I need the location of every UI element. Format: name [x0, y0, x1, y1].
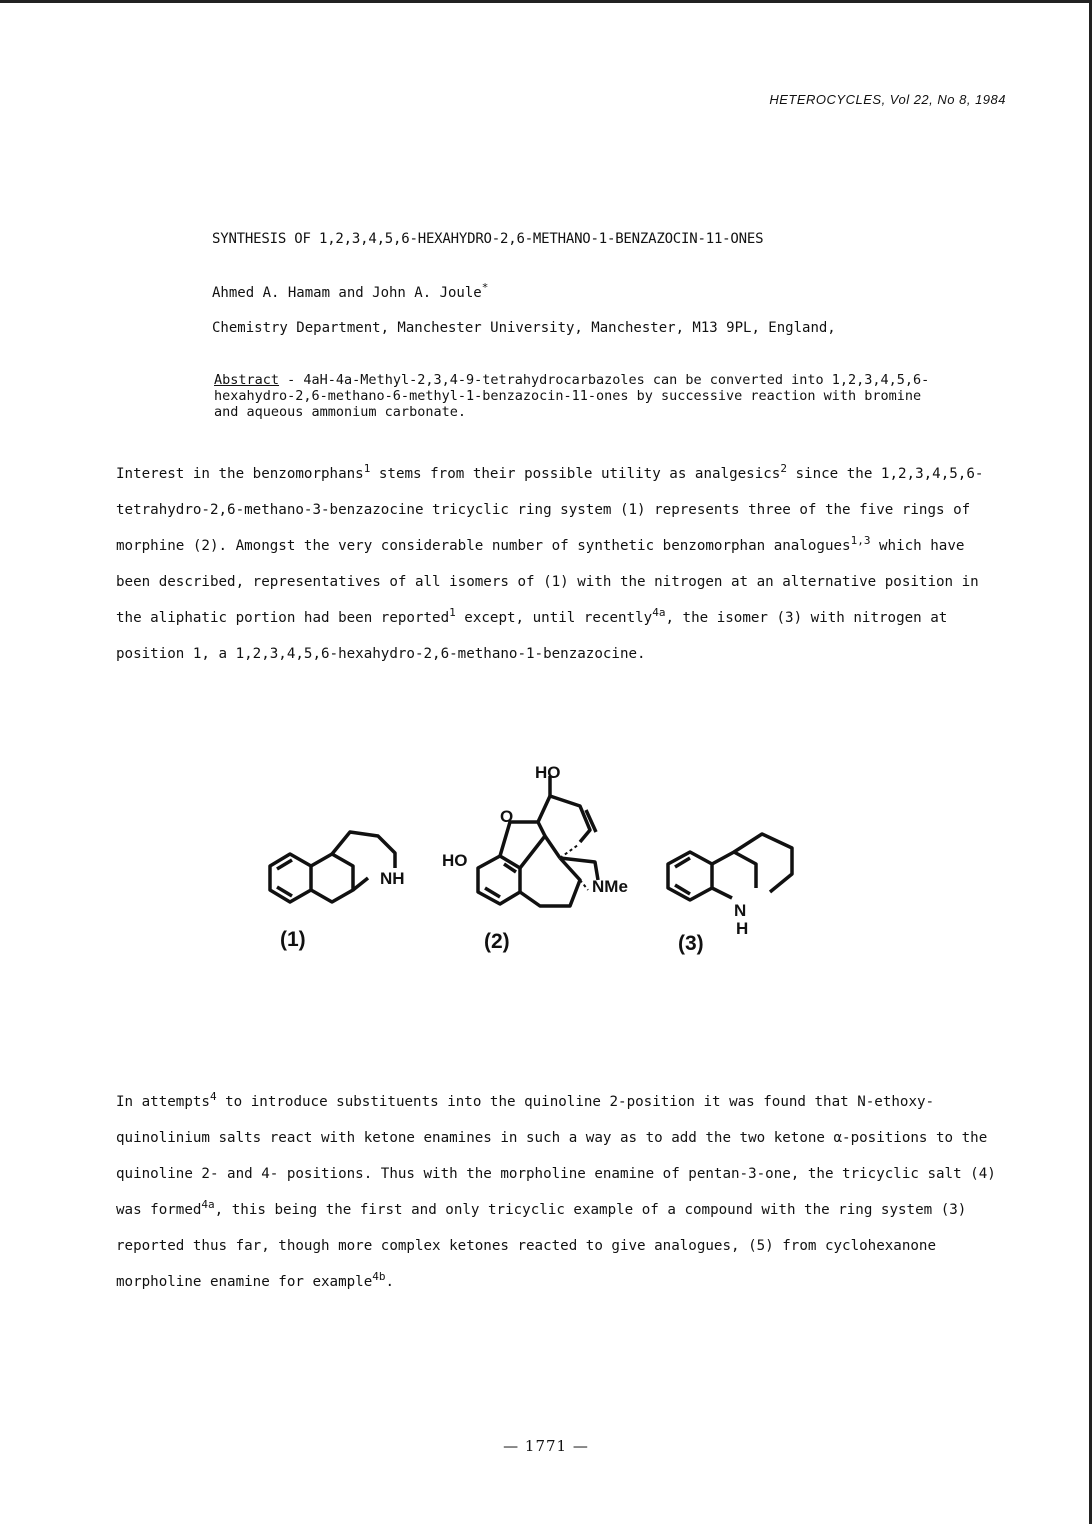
structure-1-nh: NH [380, 869, 405, 888]
paragraph-1 [116, 456, 1006, 672]
ref-superscript: 4a [652, 606, 666, 619]
structure-2-ether-o: O [500, 807, 514, 826]
structure-3-n: N [734, 901, 747, 920]
structure-1-label: (1) [280, 928, 306, 951]
p2-text-b: to introduce substituents into the quinoline 2-position it was found that N-ethoxy-quinolinium salts react with ketone enamines in such a way as to add the two ketone α-positions to the quinoline 2- and 4- positions. Thus with the morpholine enamine of pentan-3-one, the tricyclic salt (4) was formed [116, 1094, 996, 1218]
article-title: SYNTHESIS OF 1,2,3,4,5,6-HEXAHYDRO-2,6-METHANO-1-BENZAZOCIN-11-ONES [212, 231, 764, 247]
ref-superscript: 4 [209, 1090, 217, 1103]
structure-2-ho-left: HO [442, 851, 468, 870]
chemical-structures-figure [250, 750, 810, 974]
ref-superscript: 2 [780, 462, 787, 475]
ref-superscript: 4b [372, 1270, 386, 1283]
ref-superscript: 4a [201, 1198, 215, 1211]
p2-text-d: . [385, 1274, 395, 1290]
structures-svg [250, 750, 810, 970]
p1-text-a: Interest in the benzomorphans [116, 466, 364, 482]
abstract-text: - 4aH-4a-Methyl-2,3,4-9-tetrahydrocarbazoles can be converted into 1,2,3,4,5,6-hexahydro-2,6-methano-6-methyl-1-benzazocin-11-ones by successive reaction with bromine and aqueous ammonium carbonate. [214, 372, 930, 420]
structure-2-ho-top: HO [535, 763, 561, 782]
structure-3-label: (3) [678, 932, 704, 955]
abstract-label: Abstract [214, 372, 280, 388]
paragraph-2 [116, 1084, 1006, 1300]
author-names: Ahmed A. Hamam and John A. Joule [212, 285, 482, 301]
ref-superscript: 1 [363, 462, 371, 475]
page-number: — 1771 — [503, 1437, 589, 1455]
structure-1 [270, 832, 395, 902]
p2-text-c: , this being the first and only tricyclic example of a compound with the ring system (3) reported thus far, though more complex ketones reacted to give analogues, (5) from cyclohexanone morpholine enamine for example [116, 1202, 967, 1290]
page-border-top [0, 0, 1092, 3]
ref-superscript: 1,3 [850, 534, 871, 547]
structure-3-h: H [736, 919, 749, 938]
structure-2-nme: NMe [592, 877, 628, 896]
p1-text-e: except, until recently [455, 610, 653, 626]
p1-text-d: which have been described, representatives of all isomers of (1) with the nitrogen at an alternative position in the aliphatic portion had been reported [116, 538, 979, 626]
authors-line [212, 281, 489, 301]
structure-3 [668, 834, 792, 900]
affiliation: Chemistry Department, Manchester University, Manchester, M13 9PL, England, [212, 320, 836, 336]
journal-header: HETEROCYCLES, Vol 22, No 8, 1984 [769, 92, 1006, 107]
abstract [214, 372, 934, 420]
p1-text-c: since the 1,2,3,4,5,6-tetrahydro-2,6-methano-3-benzazocine tricyclic ring system (1) represents three of the five rings of morphine (2). Amongst the very considerable number of synthetic benzomorphan analogues [116, 466, 984, 554]
p2-text-a: In attempts [116, 1094, 210, 1110]
structure-2-label: (2) [484, 930, 510, 953]
p1-text-f: , the isomer (3) with nitrogen at position 1, a 1,2,3,4,5,6-hexahydro-2,6-methano-1-benzazocine. [116, 610, 948, 662]
structure-2 [478, 776, 598, 906]
corresponding-author-mark: * [481, 281, 489, 294]
ref-superscript: 1 [449, 606, 456, 619]
p1-text-b: stems from their possible utility as analgesics [370, 466, 781, 482]
